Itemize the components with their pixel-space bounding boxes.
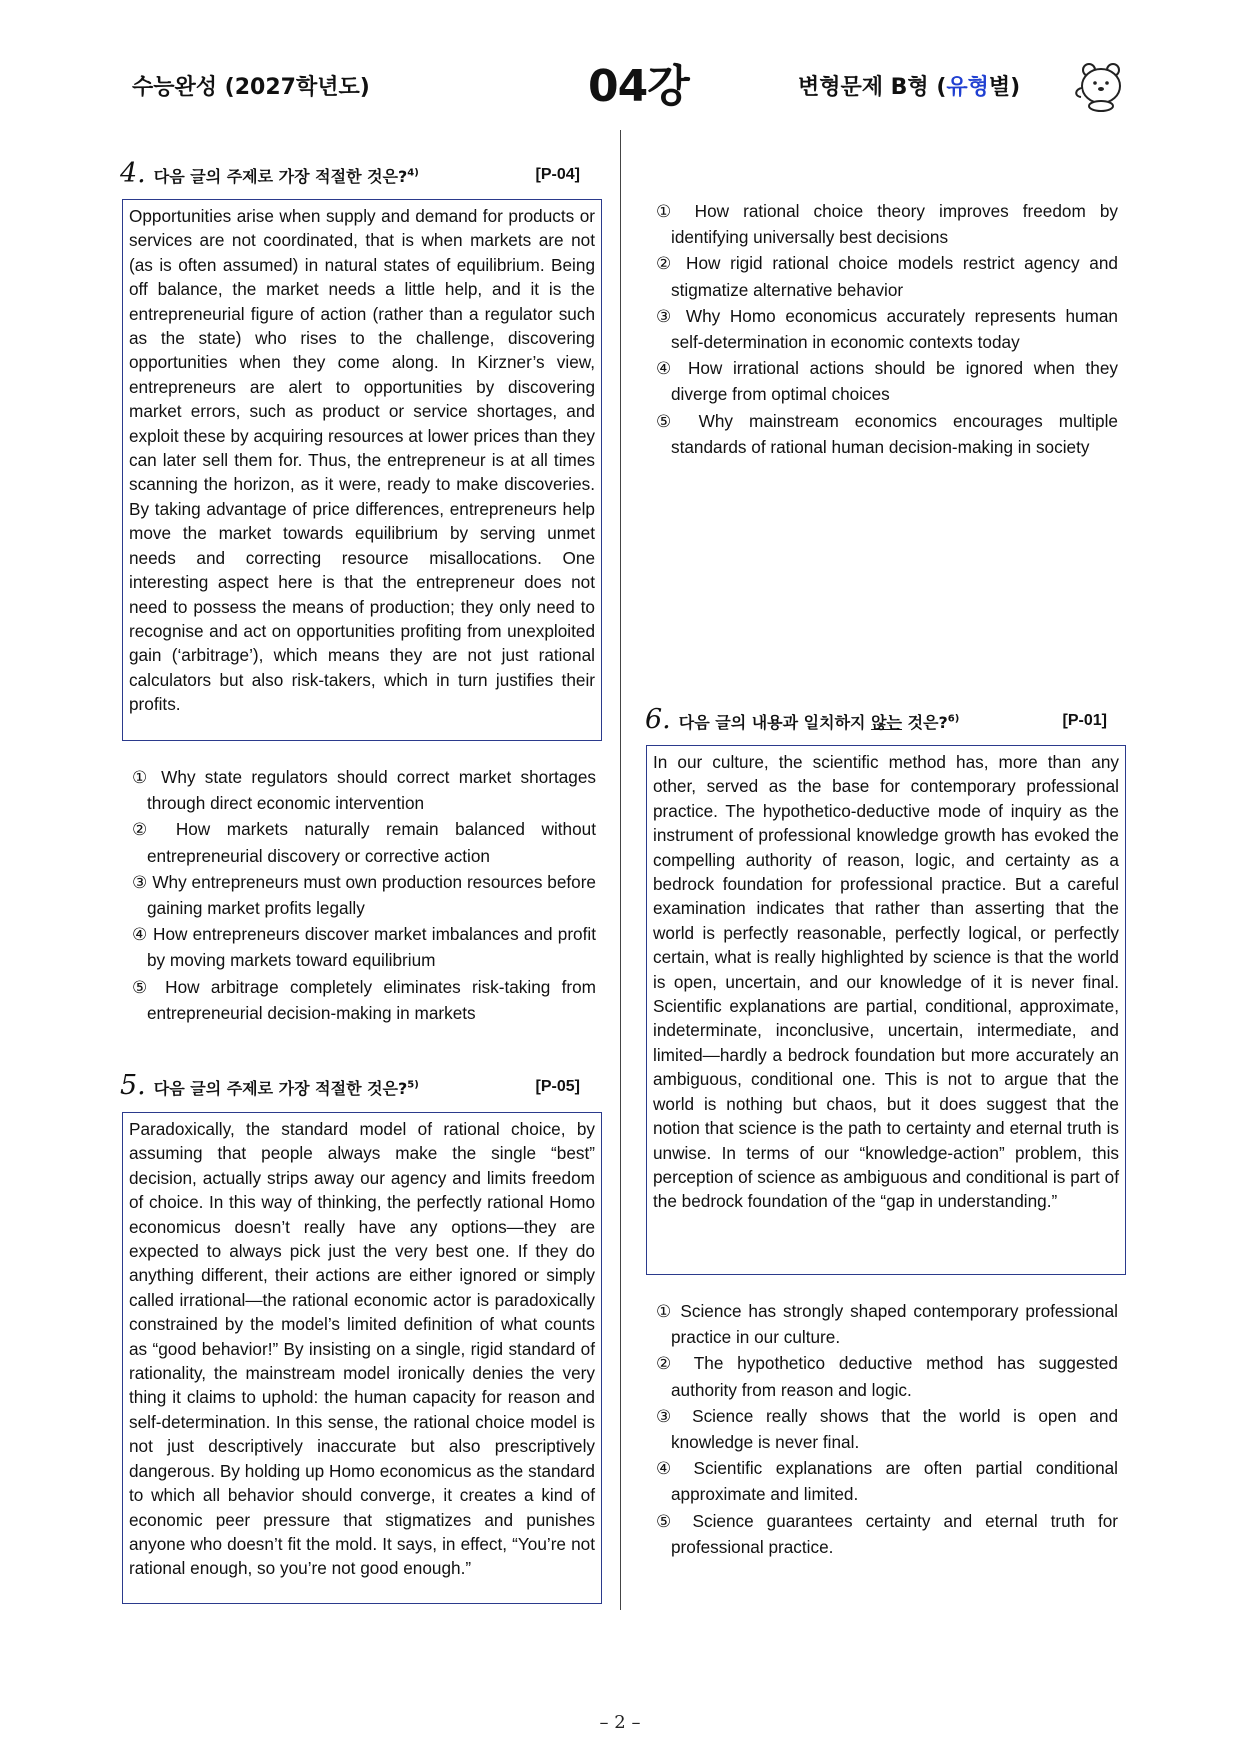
q5-choice-2[interactable]: ② How rigid rational choice models restrict agency and stigmatize alternative behavior xyxy=(656,253,1118,300)
q5-choice-1[interactable]: ① How rational choice theory improves freedom by identifying universally best decisions xyxy=(656,201,1118,248)
q5-number: 5. xyxy=(120,1070,146,1101)
header-lesson-number: 04강 xyxy=(588,61,689,112)
q5-choice-4[interactable]: ④ How irrational actions should be ignored when they diverge from optimal choices xyxy=(656,358,1118,405)
q5-code: [P-05] xyxy=(535,1078,580,1095)
q6-prompt-before: 다음 글의 내용과 일치하지 xyxy=(678,713,872,732)
q6-choice-2[interactable]: ② The hypothetico deductive method has suggested authority from reason and logic. xyxy=(656,1353,1118,1400)
q4-number: 4. xyxy=(120,158,146,189)
q5-prompt: 다음 글의 주제로 가장 적절한 것은? xyxy=(153,1079,408,1098)
q6-choice-1[interactable]: ① Science has strongly shaped contemporary professional practice in our culture. xyxy=(656,1301,1118,1348)
page-number: – 2 – xyxy=(599,1712,641,1733)
column-divider xyxy=(620,130,621,1610)
header-variant-blue: 유형 xyxy=(946,75,989,100)
q5-header xyxy=(120,1070,580,1100)
q4-choice-2[interactable]: ② How markets naturally remain balanced without entrepreneurial discovery or corrective action xyxy=(132,819,596,866)
q6-footnote: 6) xyxy=(947,713,960,725)
q6-prompt-after: 것은? xyxy=(902,713,948,732)
q6-choice-5[interactable]: ⑤ Science guarantees certainty and eternal truth for professional practice. xyxy=(656,1510,1118,1557)
q5-choice-3[interactable]: ③ Why Homo economicus accurately represents human self-determination in economic contexts today xyxy=(656,305,1118,353)
header-variant-suffix: 별) xyxy=(988,75,1021,100)
q6-choices xyxy=(656,1298,1118,1560)
q4-code: [P-04] xyxy=(535,166,580,183)
q4-choice-5[interactable]: ⑤ How arbitrage completely eliminates risk-taking from entrepreneurial decision-making in markets xyxy=(132,976,596,1023)
q4-choice-3[interactable]: ③ Why entrepreneurs must own production resources before gaining market profits legally xyxy=(132,871,596,919)
q4-choices xyxy=(132,764,596,1026)
q6-number: 6. xyxy=(645,704,671,735)
q6-passage: In our culture, the scientific method has, more than any other, served as the base for contemporary professional practice. The hypothetico-deductive mode of inquiry as the instrument of professional knowledge growth has evoked the compelling authority of reason, logic, and certainty as a bedrock foundation for professional practice. But a careful examination indicates that rather than asserting that the world is perfectly reasonable, perfectly logical, or perfectly certain, what is really highlighted by science is that the world is open, uncertain, and our knowledge of it is never final. Scientific explanations are partial, conditional, approximate, indeterminate, inconclusive, uncertain, intermediate, and limited—hardly a bedrock foundation but more accurately an ambiguous, conditional one. This is not to argue that the world is nothing but chaos, but it does suggest that the notion that science is the path to certainty and eternal truth is unwise. In terms of our “knowledge-action” problem, this perception of science as ambiguous and conditional is part of the bedrock foundation of the “gap in understanding.” xyxy=(646,745,1126,1275)
q6-code: [P-01] xyxy=(1062,712,1107,729)
q4-prompt: 다음 글의 주제로 가장 적절한 것은? xyxy=(153,167,408,186)
header-variant-title xyxy=(798,70,1020,101)
q5-footnote: 5) xyxy=(407,1079,419,1091)
q5-choices xyxy=(656,198,1118,460)
q4-choice-4[interactable]: ④ How entrepreneurs discover market imbalances and profit by moving markets toward equilibrium xyxy=(132,924,596,971)
q5-passage: Paradoxically, the standard model of rational choice, by assuming that people always make the single “best” decision, actually strips away our agency and limits freedom of choice. In this way of thinking, the perfectly rational Homo economicus doesn’t really have any options—they are expected to always pick just the very best one. If they do anything different, their actions are either ignored or simply called irrational—the rational economic actor is paradoxically constrained by the model’s limited definition of what counts as “good behavior!” By insisting on a single, rigid standard of rationality, the mainstream model ironically denies the very thing it claims to uphold: the human capacity for reason and self-determination. In this sense, the rational choice model is not just descriptively inaccurate but also prescriptively dangerous. By holding up Homo economicus as the standard to which all behavior should converge, it creates a kind of economic peer pressure that stigmatizes and punishes anyone who doesn’t fit the mold. It says, in effect, “You’re not rational enough, so you’re not good enough.” xyxy=(122,1112,602,1604)
q6-choice-3[interactable]: ③ Science really shows that the world is open and knowledge is never final. xyxy=(656,1405,1118,1453)
q6-header xyxy=(645,704,1107,734)
q5-choice-5[interactable]: ⑤ Why mainstream economics encourages multiple standards of rational human decision-making in society xyxy=(656,410,1118,457)
bear-mascot-icon xyxy=(1072,58,1130,112)
header-variant-prefix: 변형문제 B형 ( xyxy=(798,75,947,100)
q4-footnote: 4) xyxy=(407,167,419,179)
q4-choice-1[interactable]: ① Why state regulators should correct market shortages through direct economic intervention xyxy=(132,767,596,814)
q6-prompt-underlined: 않는 xyxy=(871,713,902,732)
header-course-title: 수능완성 (2027학년도) xyxy=(132,75,370,100)
q6-choice-4[interactable]: ④ Scientific explanations are often partial conditional approximate and limited. xyxy=(656,1458,1118,1505)
q4-header xyxy=(120,158,580,188)
q4-passage: Opportunities arise when supply and demand for products or services are not coordinated, that is when markets are not (as is often assumed) in natural states of equilibrium. Being off balance, the market needs a little help, and it is the entrepreneurial figure of action (rather than a regulator such as the state) who rises to the challenge, discovering opportunities when they come along. In Kirzner’s view, entrepreneurs are alert to opportunities by discovering market errors, such as product or service shortages, and exploit these by acquiring resources at lower prices than they can later sell them for. Thus, the entrepreneur is at all times scanning the horizon, as it were, ready to make discoveries. By taking advantage of price differences, entrepreneurs help move the market towards equilibrium by serving unmet needs and correcting resource misallocations. One interesting aspect here is that the entrepreneur does not need to possess the means of production; they only need to recognise and act on opportunities profiting from unexploited gain (‘arbitrage’), which means they are not just rational calculators but also risk-takers, which in turn justifies their profits. xyxy=(122,199,602,741)
